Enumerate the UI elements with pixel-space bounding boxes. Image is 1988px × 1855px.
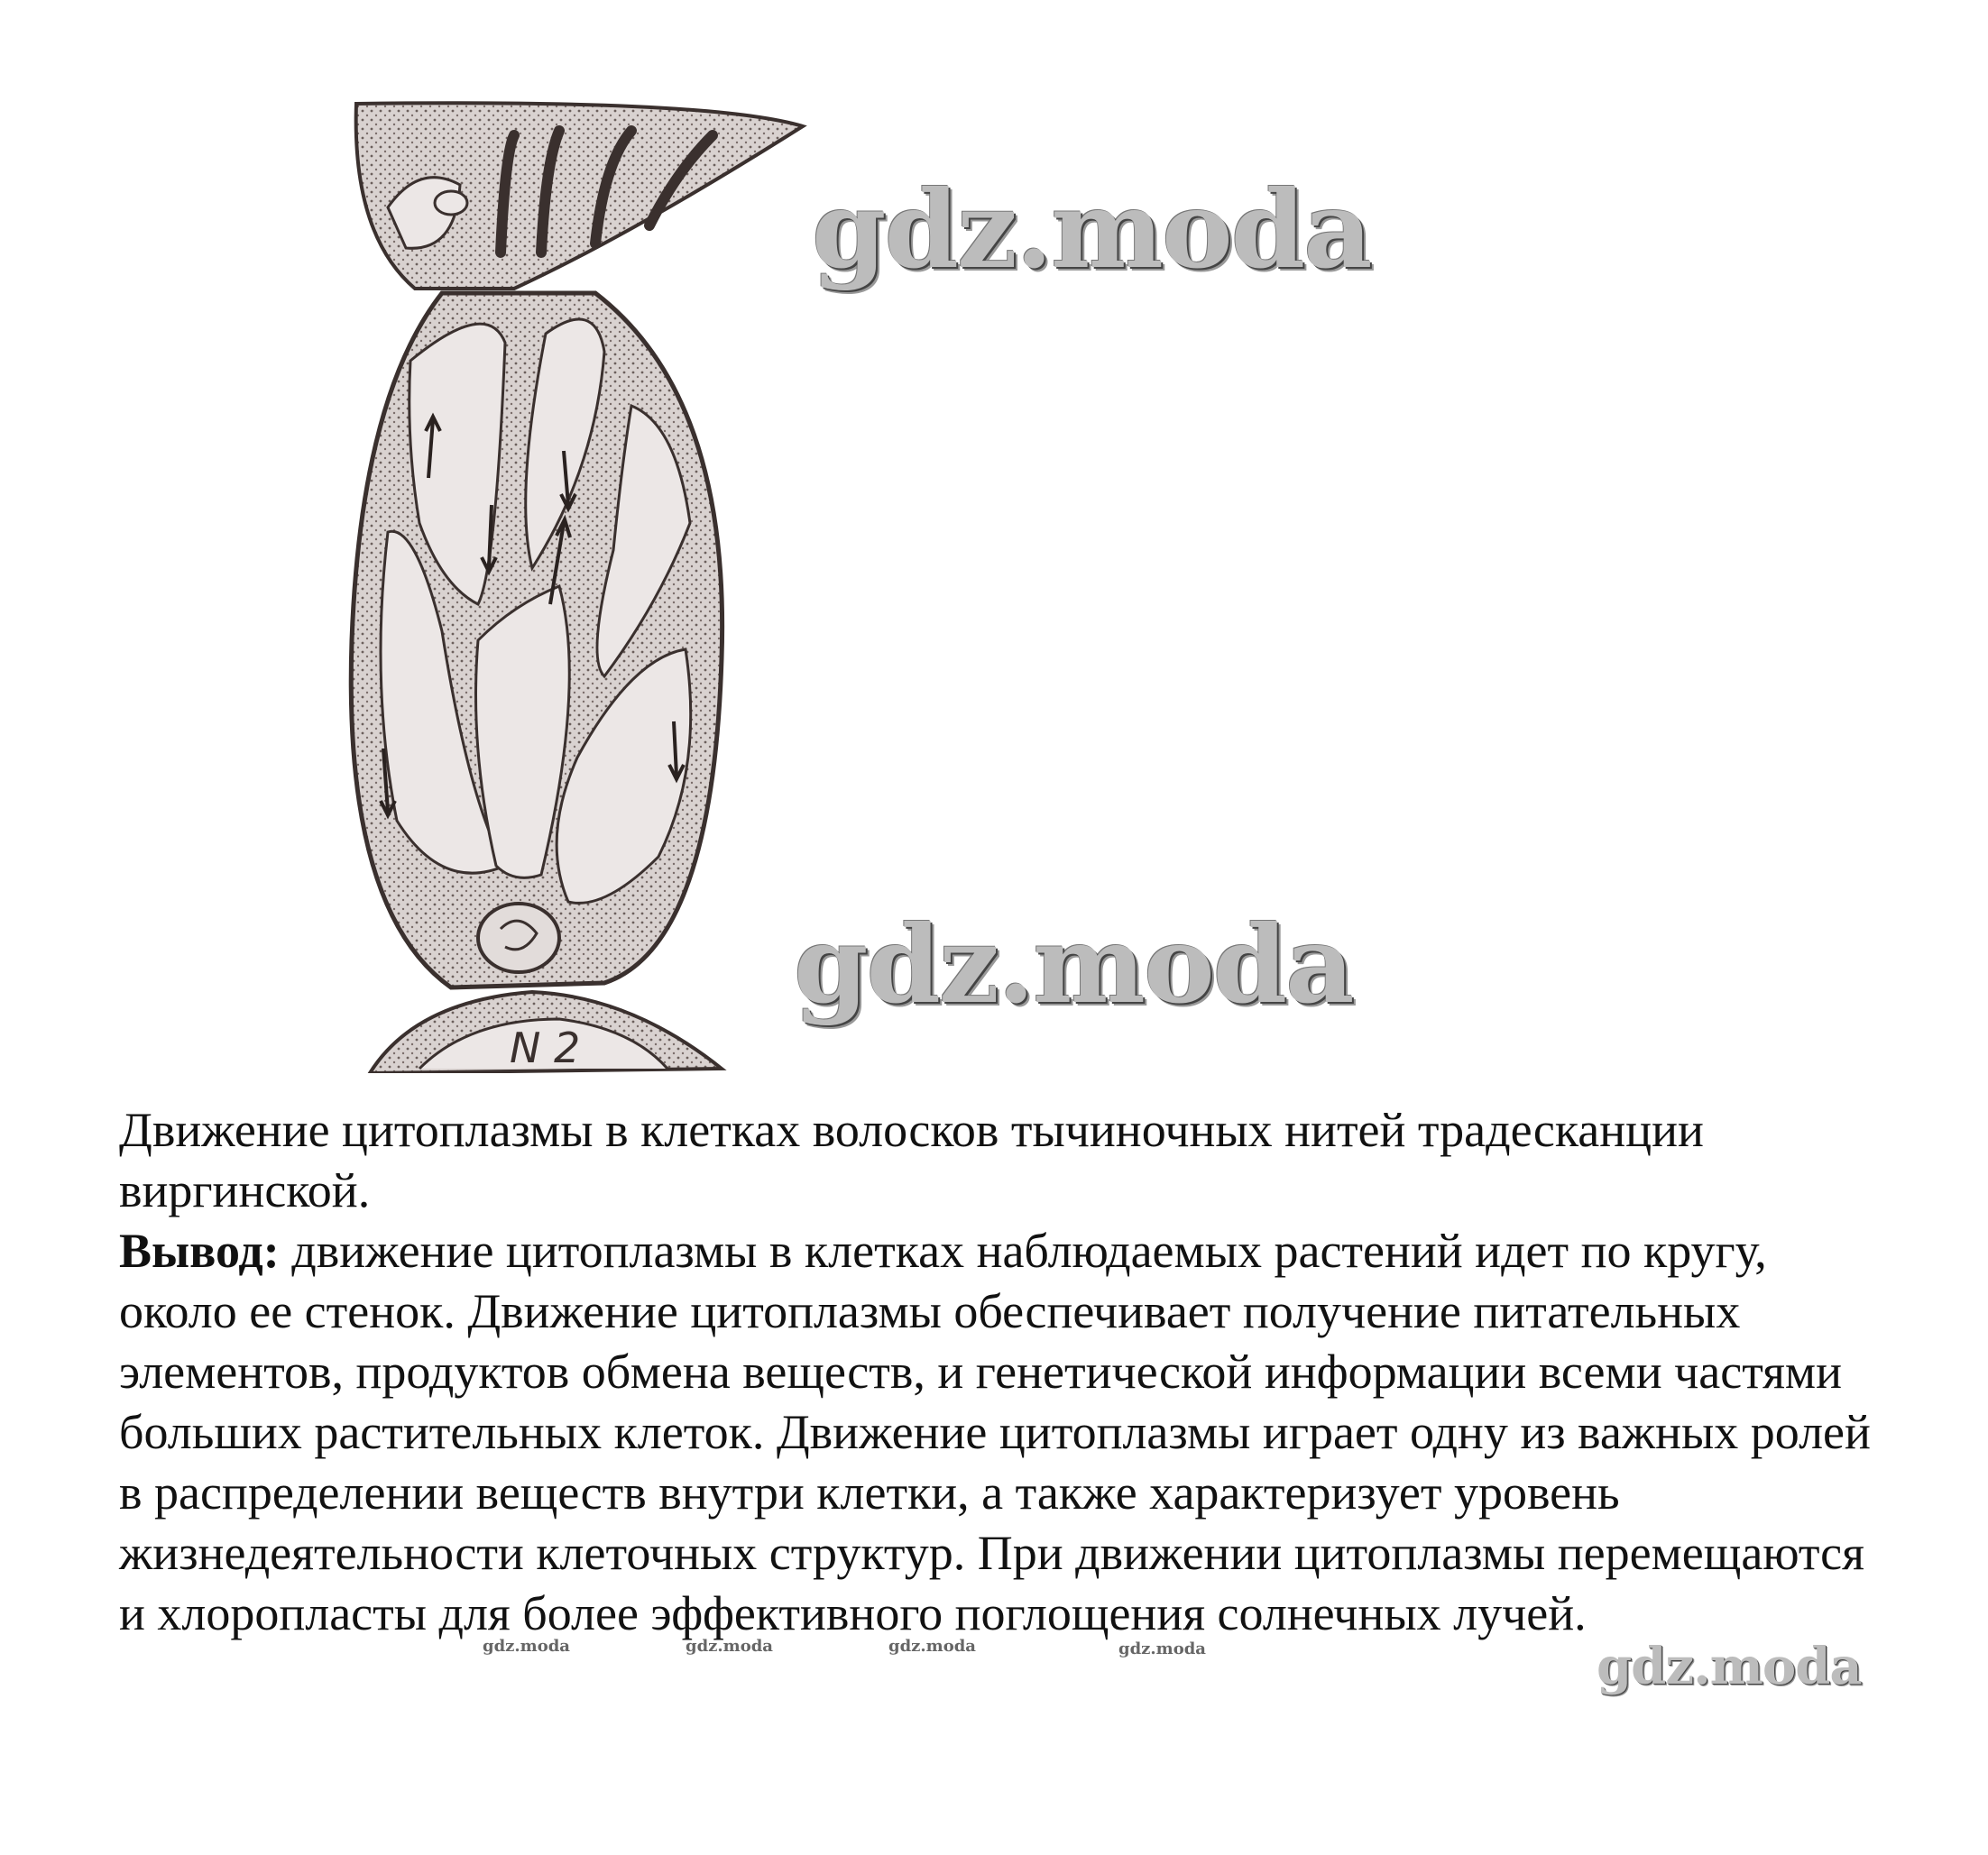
watermark-small-3: gdz.moda — [888, 1637, 976, 1656]
watermark-small-2: gdz.moda — [686, 1637, 773, 1656]
conclusion-label: Вывод: — [119, 1224, 280, 1278]
conclusion — [119, 1221, 1887, 1644]
conclusion-text: движение цитоплазмы в клетках наблюдаемых растений идет по кругу, около ее стенок. Движение цитоплазмы обеспечивает получение питательных элементов, продуктов обмена веществ, и генетической информации всеми частями больших растительных клеток. Движение цитоплазмы играет одну из важных ролей в распределении веществ внутри клетки, а также характеризует уровень жизнедеятельности клеточных структур. При движении цитоплазмы перемещаются и хлоропласты для более эффективного поглощения солнечных лучей. — [119, 1224, 1871, 1640]
watermark-top: gdz.moda — [812, 167, 1371, 292]
watermark-middle: gdz.moda — [794, 902, 1353, 1027]
caption: Движение цитоплазмы в клетках волосков тычиночных нитей традесканции виргинской. — [119, 1103, 1704, 1217]
watermark-bottom-right: gdz.moda — [1597, 1637, 1862, 1696]
answer-text — [119, 1100, 1887, 1644]
nucleus — [478, 904, 559, 972]
watermark-small-4: gdz.moda — [1118, 1639, 1206, 1658]
figure-label: N 2 — [510, 1024, 581, 1072]
watermark-small-1: gdz.moda — [483, 1637, 570, 1656]
